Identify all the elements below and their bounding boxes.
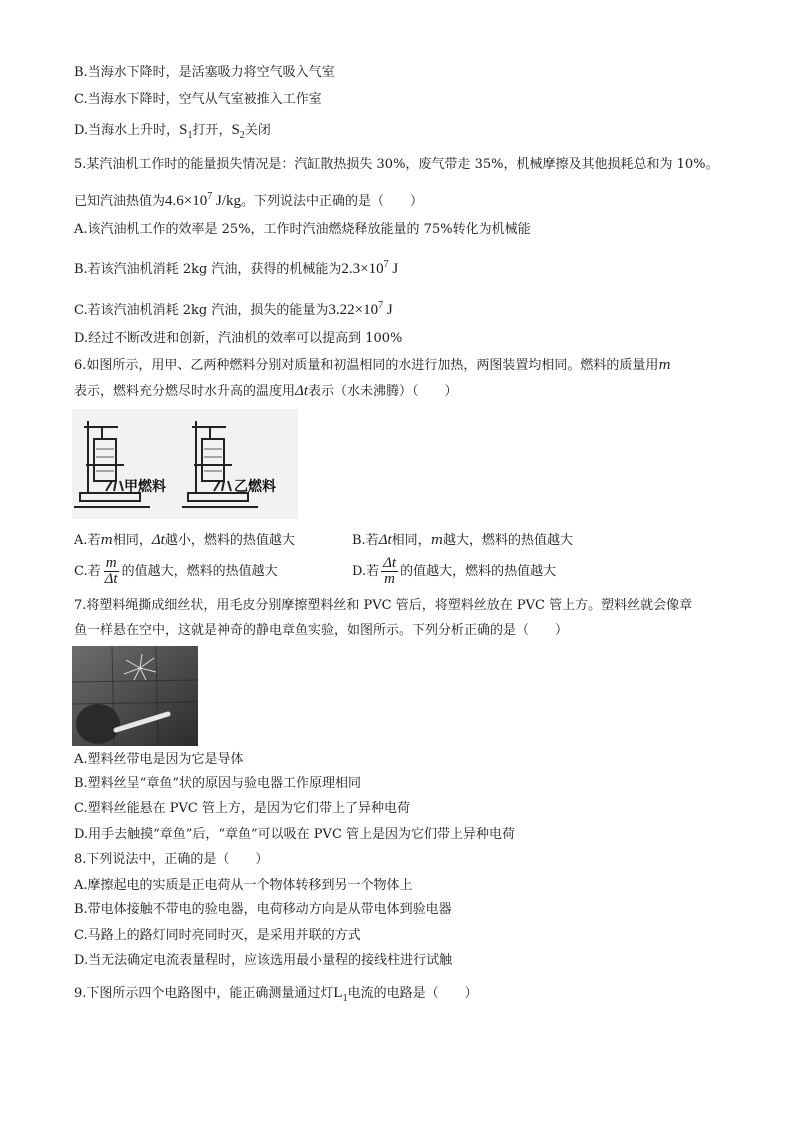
s1-symbol: $S_1$ [179, 122, 193, 141]
q8-option-d: D.当无法确定电流表量程时，应该选用最小量程的接线柱进行试触 [74, 953, 453, 968]
q6-stem-line1: 6.如图所示，用甲、乙两种燃料分别对质量和初温相同的水进行加热，两图装置均相同。燃料的质量用m [74, 358, 671, 373]
q7-option-c: C.塑料丝能悬在 PVC 管上方，是因为它们带上了异种电荷 [74, 801, 410, 816]
fraction-dt-over-m: $\frac{\Delta t}{m}$ [383, 555, 397, 587]
q9-stem: 9.下图所示四个电路图中，能正确测量通过灯$L_1$电流的电路是（ ） [74, 985, 478, 1004]
q6-option-c: C.若 $\frac{m}{\Delta t}$ 的值越大，燃料的热值越大 [74, 555, 278, 587]
q5-option-b: B.若该汽油机消耗 2kg 汽油，获得的机械能为$2.3\times 10^7$ J [74, 259, 399, 277]
q5-stem-line2: 已知汽油热值为$4.6\times 10^7$ J/kg。下列说法中正确的是（ ） [74, 191, 424, 209]
q6-heating-figure [72, 409, 298, 519]
q4-option-d: D.当海水上升时，$S_1$打开，$S_2$关闭 [74, 122, 271, 141]
q5-option-a: A.该汽油机工作的效率是 25%，工作时汽油燃烧释放能量的 75%转化为机械能 [74, 222, 531, 237]
q6-option-a: A.若m相同，Δt越小，燃料的热值越大 [74, 532, 295, 548]
q8-option-c: C.马路上的路灯同时亮同时灭，是采用并联的方式 [74, 928, 361, 943]
fig-label-b: 乙燃料 [234, 478, 276, 494]
q7-option-b: B.塑料丝呈“章鱼”状的原因与验电器工作原理相同 [74, 776, 361, 791]
fraction-m-over-dt: $\frac{m}{\Delta t}$ [104, 555, 118, 587]
q4-option-c: C.当海水下降时，空气从气室被推入工作室 [74, 92, 322, 107]
q6-option-b: B.若Δt相同，m越大，燃料的热值越大 [352, 532, 574, 548]
q6-option-d: D.若 $\frac{\Delta t}{m}$ 的值越大，燃料的热值越大 [352, 555, 557, 587]
s2-symbol: $S_2$ [231, 122, 245, 141]
q7-option-d: D.用手去触摸“章鱼”后，“章鱼”可以吸在 PVC 管上是因为它们带上异种电荷 [74, 827, 516, 842]
q8-option-b: B.带电体接触不带电的验电器，电荷移动方向是从带电体到验电器 [74, 902, 452, 917]
q7-option-a: A.塑料丝带电是因为它是导体 [74, 752, 244, 767]
q6-stem-line2: 表示，燃料充分燃尽时水升高的温度用Δt表示（水未沸腾）（ ） [74, 383, 458, 399]
q5-option-c: C.若该汽油机消耗 2kg 汽油，损失的能量为$3.22\times 10^7$ J [74, 300, 393, 318]
heat-value: $4.6\times 10^7$ J/kg [165, 191, 241, 209]
q7-static-octopus-photo [72, 646, 198, 746]
q4-option-b: B.当海水下降时，是活塞吸力将空气吸入气室 [74, 65, 335, 80]
q7-stem-line1: 7.将塑料绳撕成细丝状，用毛皮分别摩擦塑料丝和 PVC 管后，将塑料丝放在 PVC 管上方。塑料丝就会像章 [74, 598, 693, 613]
q5-stem-line1: 5.某汽油机工作时的能量损失情况是：汽缸散热损失 30%，废气带走 35%，机械摩擦及其他损耗总和为 10%。 [74, 157, 719, 172]
fig-label-a: 甲燃料 [124, 478, 166, 494]
q7-stem-line2: 鱼一样悬在空中，这就是神奇的静电章鱼实验，如图所示。下列分析正确的是（ ） [74, 623, 569, 638]
lamp-l1-symbol: $L_1$ [333, 985, 348, 1004]
q5-option-d: D.经过不断改进和创新，汽油机的效率可以提高到 100% [74, 331, 403, 346]
q8-stem: 8.下列说法中，正确的是（ ） [74, 852, 269, 867]
q8-option-a: A.摩擦起电的实质是正电荷从一个物体转移到另一个物体上 [74, 878, 413, 893]
